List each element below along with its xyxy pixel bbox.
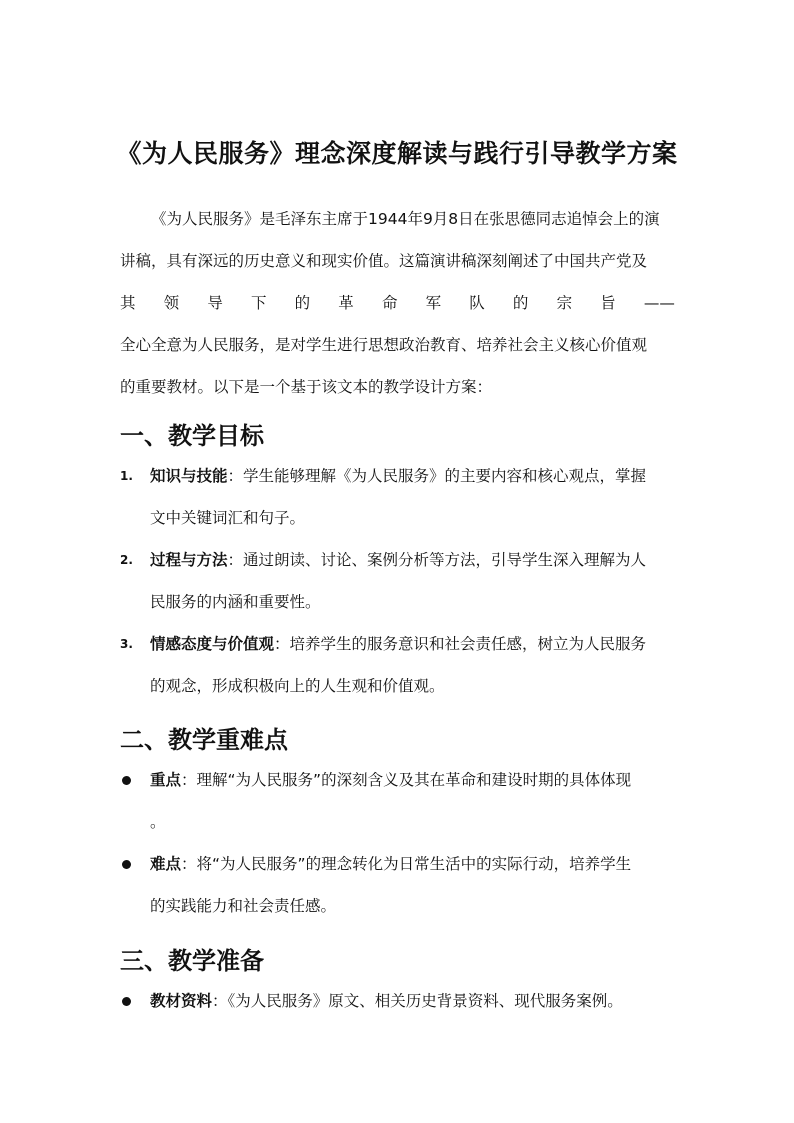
intro-char: 领 bbox=[163, 294, 180, 312]
intro-char: 宗 bbox=[556, 294, 573, 312]
intro-char: 军 bbox=[425, 294, 442, 312]
intro-line: 讲稿，具有深远的历史意义和现实价值。这篇演讲稿深刻阐述了中国共产党及 bbox=[120, 252, 648, 270]
section-heading-teaching-goals: 一、教学目标 bbox=[120, 422, 264, 450]
list-item-text: 理解“为人民服务”的深刻含义及其在革命和建设时期的具体体现 bbox=[196, 771, 632, 789]
list-item-sep: ： bbox=[212, 992, 228, 1010]
list-item-text: 培养学生的服务意识和社会责任感，树立为人民服务 bbox=[289, 635, 647, 653]
list-item-line: 的实践能力和社会责任感。 bbox=[150, 897, 337, 915]
list-item-text: 《为人民服务》原文、相关历史背景资料、现代服务案例。 bbox=[227, 992, 623, 1010]
intro-char: 命 bbox=[381, 294, 398, 312]
intro-line: 《为人民服务》是毛泽东主席于1944年9月8日在张思德同志追悼会上的演 bbox=[151, 210, 660, 228]
list-item bbox=[120, 759, 675, 843]
bullet-dot-icon bbox=[122, 860, 131, 869]
list-item-line bbox=[150, 455, 675, 497]
list-item bbox=[120, 539, 675, 623]
list-item-line bbox=[150, 843, 675, 885]
list-item-term: 知识与技能 bbox=[150, 467, 228, 485]
list-item-text: 学生能够理解《为人民服务》的主要内容和核心观点，掌握 bbox=[243, 467, 647, 485]
list-item bbox=[120, 980, 675, 1022]
list-item-term: 重点 bbox=[150, 771, 182, 789]
list-item-sep: ： bbox=[181, 771, 197, 789]
list-item-text: 通过朗读、讨论、案例分析等方法，引导学生深入理解为人 bbox=[243, 551, 647, 569]
intro-line: 全心全意为人民服务，是对学生进行思想政治教育、培养社会主义核心价值观 bbox=[120, 336, 648, 354]
list-item-term: 难点 bbox=[150, 855, 182, 873]
intro-char: 队 bbox=[469, 294, 485, 312]
section-heading-key-points: 二、教学重难点 bbox=[120, 726, 288, 754]
document-title: 《为人民服务》理念深度解读与践行引导教学方案 bbox=[116, 139, 678, 168]
list-number: 1. bbox=[120, 469, 133, 483]
list-item-sep: ： bbox=[227, 467, 244, 485]
intro-char: 导 bbox=[207, 294, 223, 312]
intro-char: 的 bbox=[512, 294, 529, 312]
intro-line: 的重要教材。以下是一个基于该文本的教学设计方案： bbox=[120, 378, 493, 396]
intro-char: 下 bbox=[250, 294, 267, 312]
list-item-line: 的观念，形成积极向上的人生观和价值观。 bbox=[150, 677, 445, 695]
list-item-term: 过程与方法 bbox=[150, 551, 228, 569]
list-item-line: 民服务的内涵和重要性。 bbox=[150, 593, 321, 611]
intro-char: 革 bbox=[338, 294, 354, 312]
list-item-sep: ： bbox=[227, 551, 244, 569]
section-heading-preparation: 三、教学准备 bbox=[120, 947, 264, 975]
intro-line-justified bbox=[120, 282, 675, 324]
list-item-line bbox=[150, 980, 675, 1022]
list-item-term: 教材资料 bbox=[150, 992, 213, 1010]
bullet-dot-icon bbox=[122, 997, 131, 1006]
bullet-dot-icon bbox=[122, 776, 131, 785]
list-item bbox=[120, 843, 675, 927]
list-item-term: 情感态度与价值观 bbox=[150, 635, 275, 653]
intro-char: 其 bbox=[120, 294, 136, 312]
list-number: 3. bbox=[120, 637, 133, 651]
list-item-sep: ： bbox=[181, 855, 197, 873]
intro-paragraph bbox=[120, 198, 675, 408]
list-item-line: 文中关键词汇和句子。 bbox=[150, 509, 306, 527]
key-points-list bbox=[120, 759, 675, 927]
teaching-goals-list bbox=[120, 455, 675, 707]
intro-char: 的 bbox=[294, 294, 311, 312]
list-item-line bbox=[150, 539, 675, 581]
list-item-line bbox=[150, 623, 675, 665]
preparation-list bbox=[120, 980, 675, 1022]
list-item-line: 。 bbox=[150, 813, 166, 831]
list-number: 2. bbox=[120, 553, 133, 567]
list-item bbox=[120, 623, 675, 707]
intro-char: 旨 bbox=[600, 294, 616, 312]
list-item-line bbox=[150, 759, 675, 801]
intro-char: —— bbox=[643, 294, 675, 312]
list-item-sep: ： bbox=[274, 635, 290, 653]
list-item bbox=[120, 455, 675, 539]
list-item-text: 将“为人民服务”的理念转化为日常生活中的实际行动，培养学生 bbox=[196, 855, 632, 873]
